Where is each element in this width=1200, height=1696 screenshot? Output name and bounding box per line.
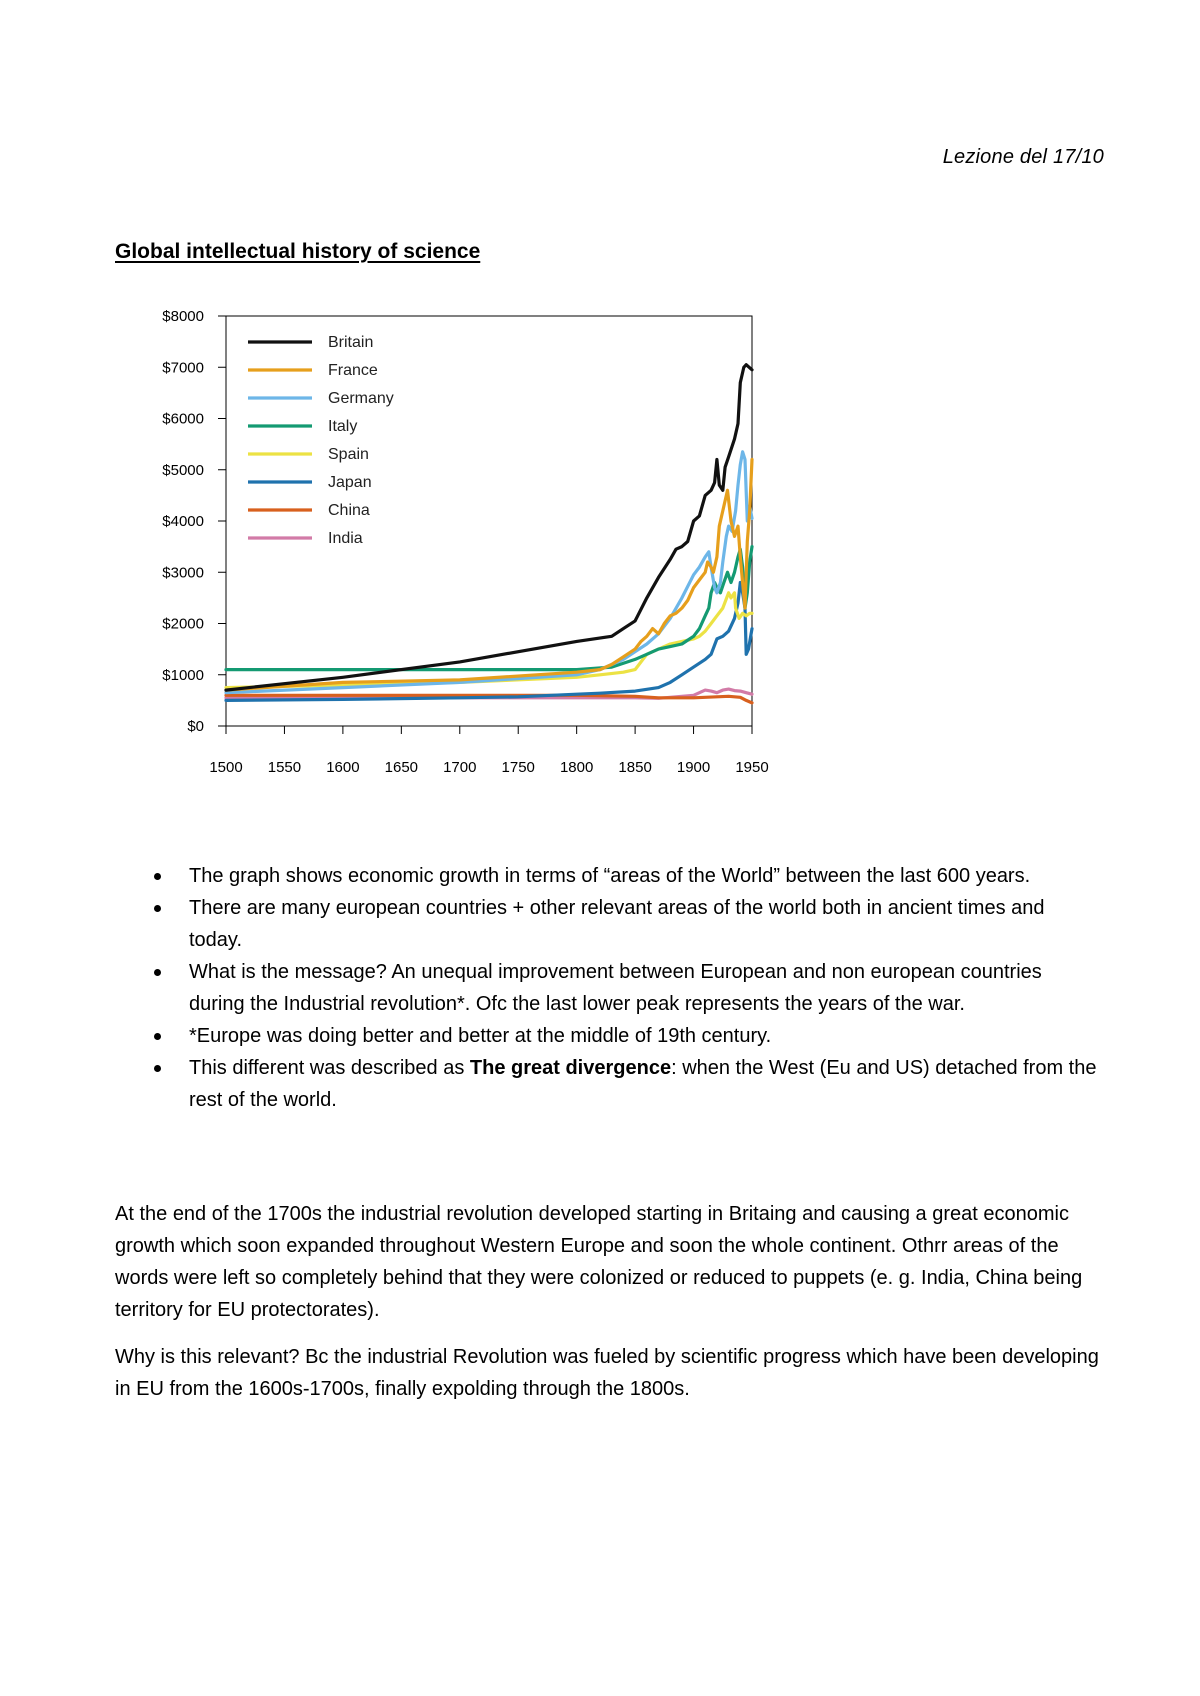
page-title: Global intellectual history of science [115,240,481,263]
gdp-chart [130,300,790,790]
gdp-chart-svg [130,300,790,790]
great-divergence-term: The great divergence [469,1057,672,1079]
series-line-italy [226,547,752,670]
y-tick-label: $5000 [162,461,204,479]
body-paragraph: At the end of the 1700s the industrial revolution developed starting in Britaing and causing a great economic growth which soon expanded throughout Western Europe and soon the whole continent. Othrr areas of the words were left so completely behind that they were colonized or reduced to puppets (e. g. India, China being territory for EU protectorates). [115,1203,1083,1321]
x-tick-label: 1700 [443,759,477,776]
legend-label-japan: Japan [328,474,372,491]
y-tick-label: $6000 [162,410,204,428]
bullet-item: The graph shows economic growth in terms of “areas of the World” between the last 600 years. [144,860,1100,892]
x-tick-label: 1800 [559,759,594,776]
bullet-item: There are many european countries + other relevant areas of the world both in ancient times and today. [144,892,1100,956]
x-tick-label: 1600 [326,759,360,776]
bullet-item: What is the message? An unequal improvement between European and non european countries during the Industrial revolution*. Ofc the last lower peak represents the years of the war. [144,956,1100,1020]
y-tick-label: $3000 [162,564,204,582]
bullet-item-divergence [144,1052,1100,1116]
x-tick-label: 1900 [676,759,711,776]
y-tick-label: $0 [187,718,204,735]
series-line-britain [226,365,752,690]
series-line-spain [226,593,752,688]
legend-label-france: France [328,362,378,379]
x-tick-label: 1500 [209,759,243,776]
legend-label-italy: Italy [328,418,358,435]
x-tick-label: 1850 [618,759,652,776]
x-tick-label: 1550 [267,759,302,776]
page-date: Lezione del 17/10 [942,146,1104,168]
legend-label-india: India [328,530,363,547]
bullet-list [144,860,1100,1116]
x-tick-label: 1650 [384,759,419,776]
plot-frame [226,316,752,726]
x-tick-label: 1950 [735,759,769,776]
bullet-text-before: This different was described as [189,1057,470,1079]
y-tick-label: $2000 [162,615,204,633]
legend-label-spain: Spain [328,446,369,463]
legend-label-china: China [328,502,370,519]
bullet-text-after: : when the West (Eu and US) detached from the rest of the world. [189,1057,1097,1111]
y-tick-label: $8000 [162,308,204,325]
y-tick-label: $7000 [162,359,204,377]
legend-label-britain: Britain [328,334,374,351]
y-tick-label: $1000 [162,666,204,684]
x-tick-label: 1750 [501,759,535,776]
y-tick-label: $4000 [162,513,204,530]
body-paragraph: Why is this relevant? Bc the industrial Revolution was fueled by scientific progress which have been developing in EU from the 1600s-1700s, finally expolding through the 1800s. [115,1346,1099,1400]
legend-label-germany: Germany [328,390,394,407]
bullet-item: *Europe was doing better and better at the middle of 19th century. [144,1020,1100,1052]
